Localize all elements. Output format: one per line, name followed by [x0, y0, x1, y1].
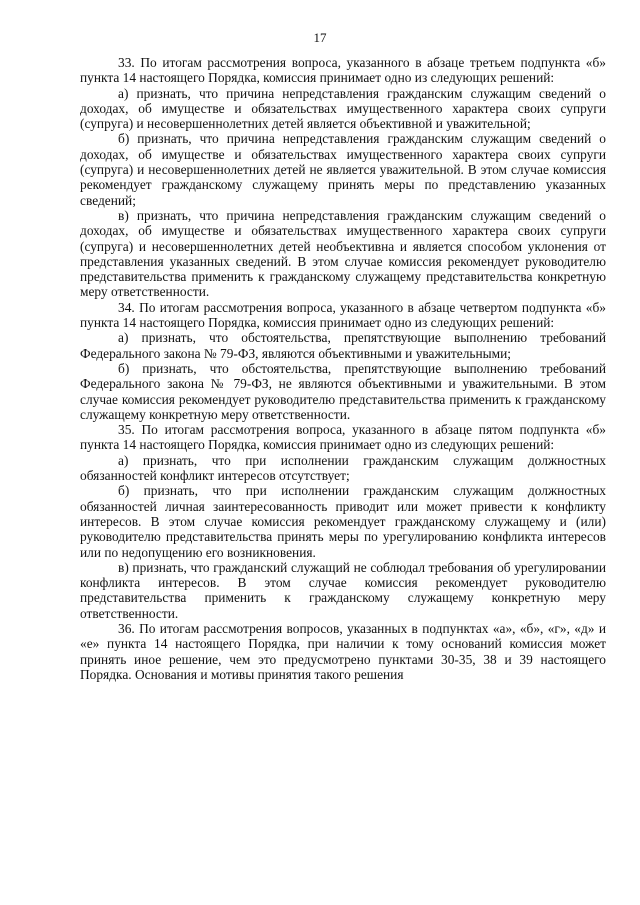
- paragraph-35-b: б) признать, что при исполнении гражданским служащим должностных обязанностей личная заинтересованность приводит или может привести к конфликту интересов. В этом случае комиссия рекомендует гражданскому служащему и (или) руководителю представительства принять меры по урегулированию конфликта интересов или по недопущению его возникновения.: [80, 483, 606, 560]
- document-body: [80, 55, 606, 682]
- paragraph-33: 33. По итогам рассмотрения вопроса, указанного в абзаце третьем подпункта «б» пункта 14 настоящего Порядка, комиссия принимает одно из следующих решений:: [80, 55, 606, 86]
- paragraph-34-b: б) признать, что обстоятельства, препятствующие выполнению требований Федерального закона № 79-ФЗ, не являются объективными и уважительными. В этом случае комиссия рекомендует руководителю представительства применить к гражданскому служащему конкретную меру ответственности.: [80, 360, 606, 422]
- paragraph-35-v: в) признать, что гражданский служащий не соблюдал требования об урегулировании конфликта интересов. В этом случае комиссия рекомендует руководителю представительства применить к гражданскому служащему конкретную меру ответственности.: [80, 559, 606, 621]
- paragraph-36: 36. По итогам рассмотрения вопросов, указанных в подпунктах «а», «б», «г», «д» и «е» пункта 14 настоящего Порядка, при наличии к тому оснований комиссия может принять иное решение, чем это предусмотрено пунктами 30-35, 38 и 39 настоящего Порядка. Основания и мотивы принятия такого решения: [80, 620, 606, 682]
- paragraph-33-v: в) признать, что причина непредставления гражданским служащим сведений о доходах, об имуществе и обязательствах имущественного характера своих супруги (супруга) и несовершеннолетних детей необъективна и является способом уклонения от представления указанных сведений. В этом случае комиссия рекомендует руководителю представительства применить к гражданскому служащему представительства конкретную меру ответственности.: [80, 207, 606, 300]
- paragraph-34: 34. По итогам рассмотрения вопроса, указанного в абзаце четвертом подпункта «б» пункта 14 настоящего Порядка, комиссия принимает одно из следующих решений:: [80, 299, 606, 331]
- paragraph-33-b: б) признать, что причина непредставления гражданским служащим сведений о доходах, об имуществе и обязательствах имущественного характера своих супруги (супруга) и несовершеннолетних детей не является уважительной. В этом случае комиссия рекомендует гражданскому служащему принять меры по представлению указанных сведений;: [80, 131, 606, 208]
- paragraph-34-a: а) признать, что обстоятельства, препятствующие выполнению требований Федерального закона № 79-ФЗ, являются объективными и уважительными;: [80, 330, 606, 361]
- paragraph-33-a: а) признать, что причина непредставления гражданским служащим сведений о доходах, об имуществе и обязательствах имущественного характера своих супруги (супруга) и несовершеннолетних детей является объективной и уважительной;: [80, 85, 606, 132]
- page-number: 17: [313, 30, 327, 45]
- paragraph-35: 35. По итогам рассмотрения вопроса, указанного в абзаце пятом подпункта «б» пункта 14 настоящего Порядка, комиссия принимает одно из следующих решений:: [80, 422, 606, 453]
- paragraph-35-a: а) признать, что при исполнении гражданским служащим должностных обязанностей конфликт интересов отсутствует;: [80, 452, 606, 484]
